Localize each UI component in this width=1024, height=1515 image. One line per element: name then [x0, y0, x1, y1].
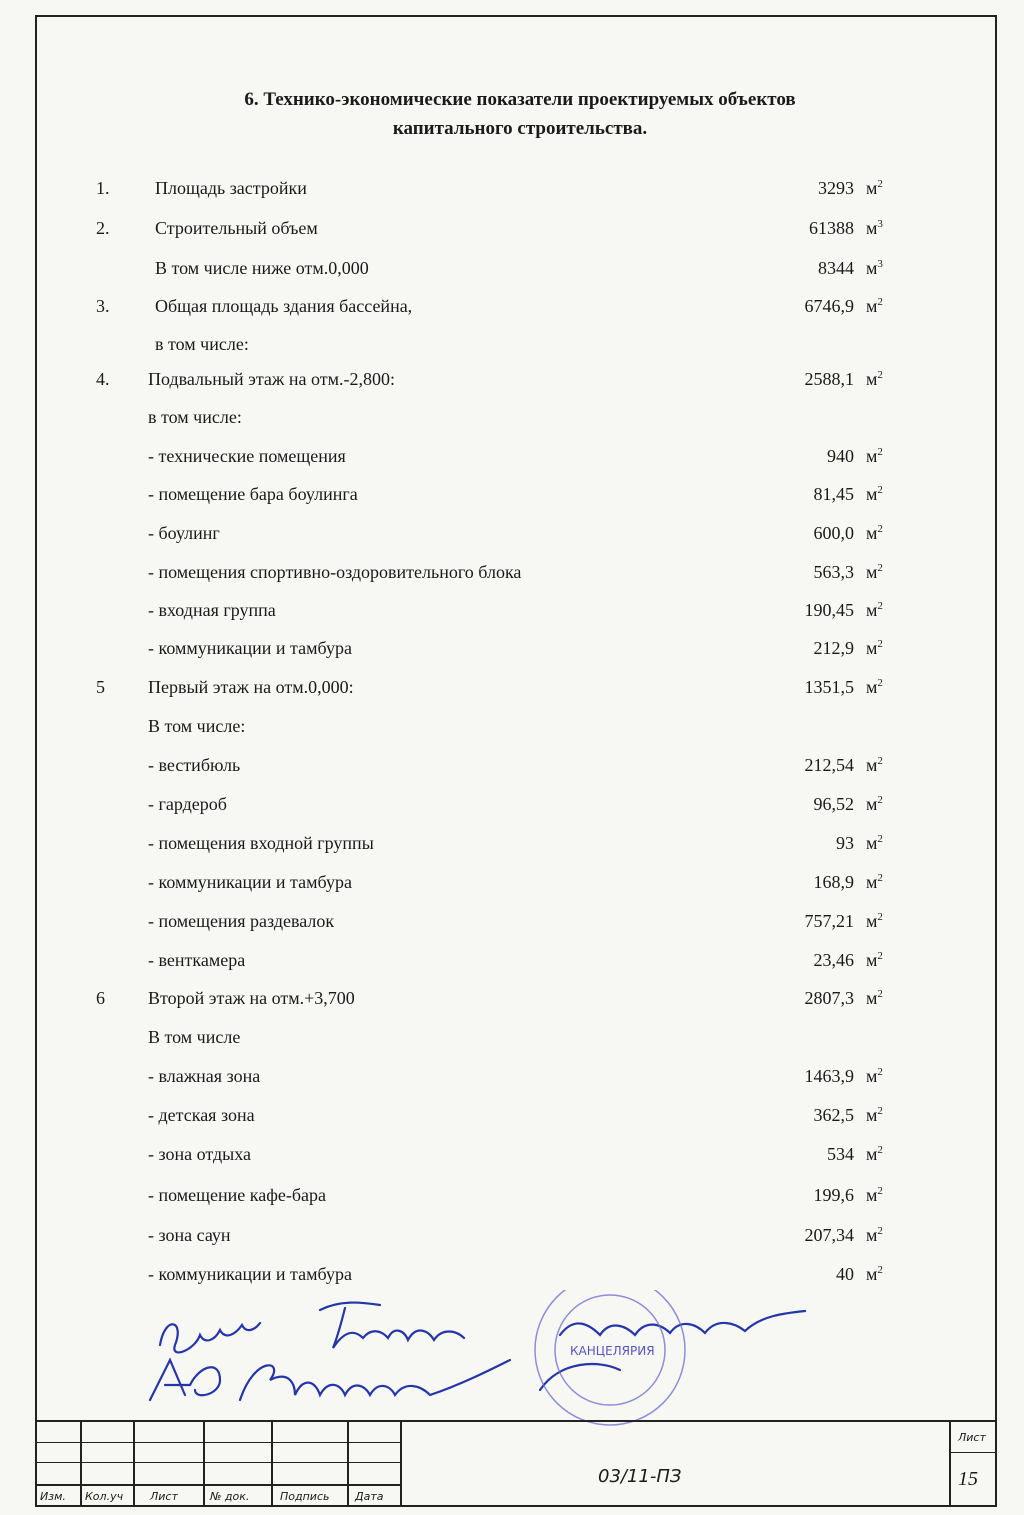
indicator-row: [0, 638, 1024, 664]
unit-base: м: [866, 1264, 878, 1284]
row-unit: [866, 872, 883, 893]
row-value: 563,3: [813, 562, 854, 582]
unit-exponent: 2: [877, 1144, 883, 1156]
unit-exponent: 2: [877, 833, 883, 845]
row-unit: [866, 794, 883, 815]
unit-exponent: 2: [877, 950, 883, 962]
row-value: 8344: [818, 258, 854, 278]
indicator-row: [0, 178, 1024, 204]
indicator-row: [0, 369, 1024, 395]
row-unit: [866, 755, 883, 776]
unit-exponent: 2: [877, 1264, 883, 1276]
row-value: 212,54: [804, 755, 854, 775]
row-value: 6746,9: [804, 296, 854, 316]
unit-base: м: [866, 523, 878, 543]
row-value: 93: [836, 833, 854, 853]
col-izm: Изм.: [40, 1490, 66, 1503]
unit-base: м: [866, 369, 878, 389]
indicator-row: [0, 258, 1024, 284]
row-unit: [866, 296, 883, 317]
unit-exponent: 2: [877, 1066, 883, 1078]
row-label: - детская зона: [148, 1105, 255, 1125]
indicator-row: [0, 296, 1024, 322]
indicator-row: [0, 334, 1024, 360]
indicator-row: [0, 407, 1024, 433]
row-label: - помещение бара боулинга: [148, 484, 358, 504]
unit-exponent: 2: [877, 638, 883, 650]
sheet-number: 15: [958, 1468, 978, 1490]
row-value: 3293: [818, 178, 854, 198]
row-label: в том числе:: [155, 334, 249, 354]
row-value: 40: [836, 1264, 854, 1284]
unit-exponent: 2: [877, 523, 883, 535]
col-signature: Подпись: [280, 1490, 330, 1503]
row-label: - боулинг: [148, 523, 220, 543]
unit-exponent: 2: [877, 369, 883, 381]
unit-base: м: [866, 794, 878, 814]
row-unit: [866, 369, 883, 390]
unit-base: м: [866, 872, 878, 892]
indicator-row: [0, 446, 1024, 472]
row-value: 1463,9: [804, 1066, 854, 1086]
row-value: 362,5: [813, 1105, 854, 1125]
unit-base: м: [866, 218, 878, 238]
unit-exponent: 3: [877, 258, 883, 270]
unit-base: м: [866, 600, 878, 620]
indicator-row: [0, 911, 1024, 937]
row-unit: [866, 600, 883, 621]
indicator-row: [0, 1264, 1024, 1290]
row-value: 2588,1: [804, 369, 854, 389]
row-value: 1351,5: [804, 677, 854, 697]
row-value: 2807,3: [804, 988, 854, 1008]
unit-base: м: [866, 950, 878, 970]
row-unit: [866, 1144, 883, 1165]
unit-exponent: 2: [877, 911, 883, 923]
row-label: - помещение кафе-бара: [148, 1185, 327, 1205]
row-unit: [866, 178, 883, 199]
indicator-row: [0, 833, 1024, 859]
indicator-row: [0, 1105, 1024, 1131]
indicator-row: [0, 716, 1024, 742]
row-value: 168,9: [813, 872, 854, 892]
row-unit: [866, 523, 883, 544]
col-kol-uch: Кол.уч: [85, 1490, 124, 1503]
row-unit: [866, 638, 883, 659]
row-number: 1.: [96, 178, 110, 198]
title-block: [35, 1420, 997, 1507]
unit-base: м: [866, 562, 878, 582]
unit-exponent: 2: [877, 988, 883, 1000]
row-unit: [866, 258, 883, 279]
indicator-row: [0, 1185, 1024, 1211]
row-unit: [866, 1225, 883, 1246]
row-value: 96,52: [813, 794, 854, 814]
row-unit: [866, 677, 883, 698]
unit-exponent: 3: [877, 218, 883, 230]
indicator-row: [0, 562, 1024, 588]
row-label: - влажная зона: [148, 1066, 261, 1086]
unit-exponent: 2: [877, 1185, 883, 1197]
row-label: Общая площадь здания бассейна,: [155, 296, 413, 316]
unit-base: м: [866, 833, 878, 853]
row-unit: [866, 218, 883, 239]
unit-base: м: [866, 1066, 878, 1086]
row-value: 199,6: [813, 1185, 854, 1205]
indicator-row: [0, 872, 1024, 898]
col-date: Дата: [355, 1490, 384, 1503]
row-unit: [866, 988, 883, 1009]
row-unit: [866, 950, 883, 971]
row-value: 23,46: [813, 950, 854, 970]
indicator-row: [0, 484, 1024, 510]
row-unit: [866, 562, 883, 583]
row-label: - коммуникации и тамбура: [148, 872, 352, 892]
row-unit: [866, 911, 883, 932]
row-value: 81,45: [813, 484, 854, 504]
row-unit: [866, 1105, 883, 1126]
unit-base: м: [866, 484, 878, 504]
seal-text: КАНЦЕЛЯРИЯ: [570, 1344, 655, 1358]
row-label: - помещения входной группы: [148, 833, 374, 853]
row-number: 6: [96, 988, 105, 1008]
row-label: - технические помещения: [148, 446, 346, 466]
row-number: 4.: [96, 369, 110, 389]
indicator-row: [0, 755, 1024, 781]
unit-base: м: [866, 446, 878, 466]
row-label: Второй этаж на отм.+3,700: [148, 988, 355, 1008]
unit-base: м: [866, 258, 878, 278]
unit-exponent: 2: [877, 600, 883, 612]
col-list: Лист: [150, 1490, 178, 1503]
row-label: Подвальный этаж на отм.-2,800:: [148, 369, 395, 389]
unit-base: м: [866, 296, 878, 316]
row-label: - венткамера: [148, 950, 246, 970]
unit-base: м: [866, 638, 878, 658]
unit-exponent: 2: [877, 178, 883, 190]
row-number: 3.: [96, 296, 110, 316]
row-value: 600,0: [813, 523, 854, 543]
row-label: Площадь застройки: [155, 178, 307, 198]
unit-exponent: 2: [877, 296, 883, 308]
row-label: В том числе:: [148, 716, 246, 736]
row-label: - коммуникации и тамбура: [148, 1264, 352, 1284]
unit-exponent: 2: [877, 755, 883, 767]
unit-base: м: [866, 178, 878, 198]
row-unit: [866, 1185, 883, 1206]
unit-base: м: [866, 1105, 878, 1125]
row-value: 190,45: [804, 600, 854, 620]
row-unit: [866, 446, 883, 467]
unit-exponent: 2: [877, 872, 883, 884]
indicator-row: [0, 794, 1024, 820]
unit-base: м: [866, 1144, 878, 1164]
row-value: 212,9: [813, 638, 854, 658]
row-label: - зона отдыха: [148, 1144, 252, 1164]
indicator-row: [0, 523, 1024, 549]
row-label: В том числе: [148, 1027, 241, 1047]
row-label: Первый этаж на отм.0,000:: [148, 677, 354, 697]
unit-base: м: [866, 1225, 878, 1245]
unit-base: м: [866, 988, 878, 1008]
row-unit: [866, 1066, 883, 1087]
unit-base: м: [866, 755, 878, 775]
document-code: 03/11-ПЗ: [598, 1466, 682, 1487]
row-label: - вестибюль: [148, 755, 241, 775]
unit-exponent: 2: [877, 677, 883, 689]
unit-exponent: 2: [877, 1105, 883, 1117]
row-label: - помещения раздевалок: [148, 911, 335, 931]
row-value: 207,34: [804, 1225, 854, 1245]
unit-base: м: [866, 1185, 878, 1205]
section-title-line2: капитального строительства.: [392, 118, 648, 139]
indicator-row: [0, 950, 1024, 976]
row-number: 5: [96, 677, 105, 697]
row-label: - входная группа: [148, 600, 276, 620]
row-value: 61388: [809, 218, 854, 238]
row-label: - зона саун: [148, 1225, 231, 1245]
sheet-label: Лист: [958, 1431, 986, 1444]
unit-base: м: [866, 677, 878, 697]
handwritten-signatures: [140, 1290, 1000, 1430]
unit-exponent: 2: [877, 484, 883, 496]
indicator-row: [0, 1144, 1024, 1170]
col-doc-no: № док.: [210, 1490, 250, 1503]
row-label: В том числе ниже отм.0,000: [155, 258, 369, 278]
indicator-row: [0, 218, 1024, 244]
unit-exponent: 2: [877, 446, 883, 458]
indicator-row: [0, 600, 1024, 626]
row-value: 940: [827, 446, 854, 466]
row-unit: [866, 484, 883, 505]
indicator-row: [0, 988, 1024, 1014]
row-unit: [866, 833, 883, 854]
row-label: Строительный объем: [155, 218, 318, 238]
unit-exponent: 2: [877, 562, 883, 574]
indicator-row: [0, 1066, 1024, 1092]
row-label: в том числе:: [148, 407, 242, 427]
row-unit: [866, 1264, 883, 1285]
unit-exponent: 2: [877, 1225, 883, 1237]
row-label: - помещения спортивно-оздоровительного блока: [148, 562, 522, 582]
unit-base: м: [866, 911, 878, 931]
row-value: 534: [827, 1144, 854, 1164]
row-label: - коммуникации и тамбура: [148, 638, 352, 658]
row-label: - гардероб: [148, 794, 227, 814]
indicator-row: [0, 1225, 1024, 1251]
indicator-row: [0, 1027, 1024, 1053]
section-title-line1: 6. Технико-экономические показатели проектируемых объектов: [244, 89, 796, 110]
row-value: 757,21: [804, 911, 854, 931]
indicator-row: [0, 677, 1024, 703]
unit-exponent: 2: [877, 794, 883, 806]
row-number: 2.: [96, 218, 110, 238]
